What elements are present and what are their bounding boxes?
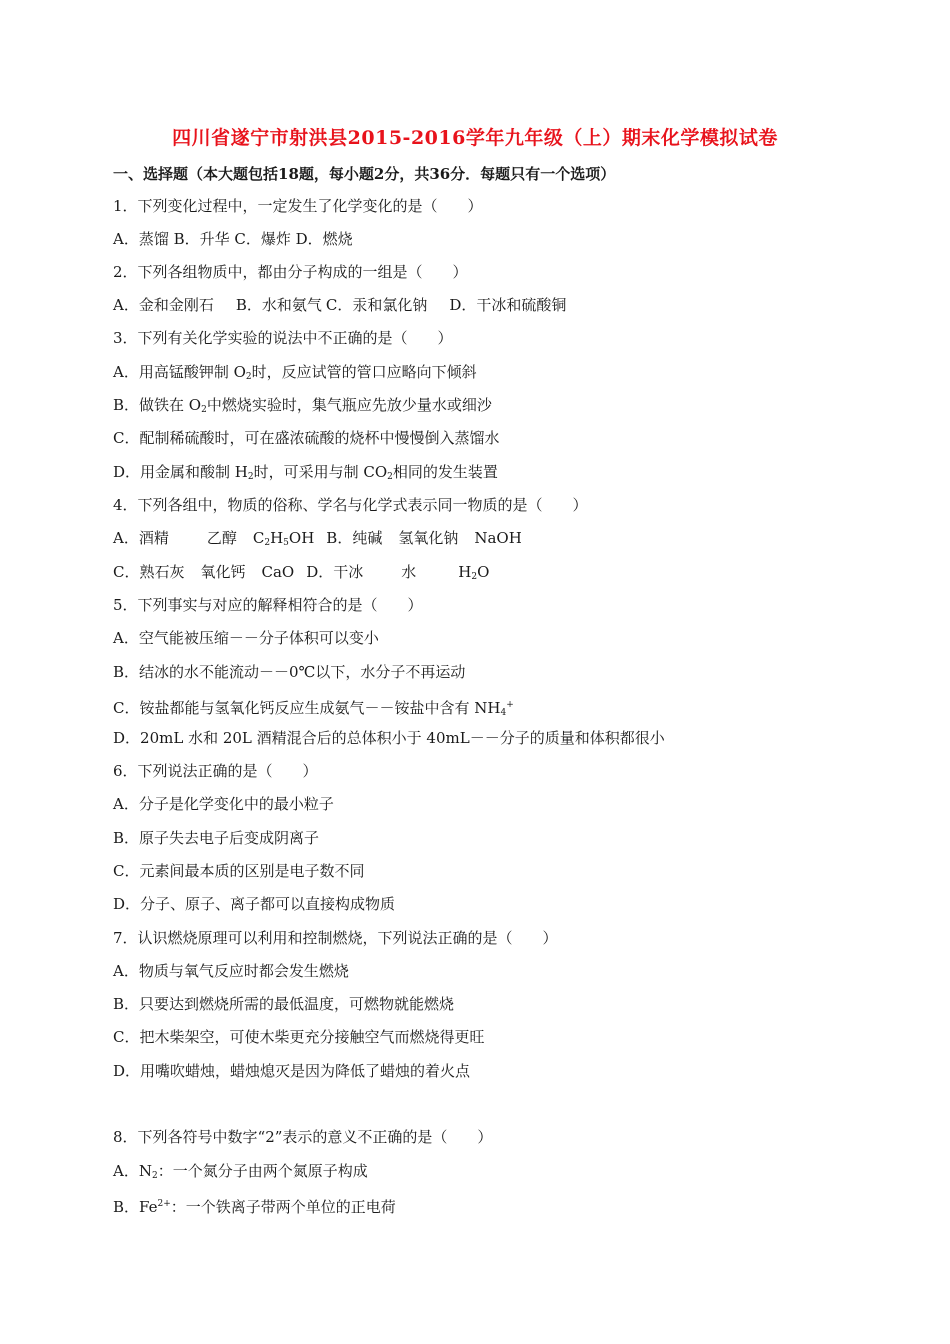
- superscript: 2+: [157, 1199, 171, 1209]
- option-d-label: D．干冰: [306, 563, 364, 581]
- subscript: 5: [283, 538, 289, 548]
- subscript: 2: [264, 538, 271, 548]
- formula: C: [252, 529, 265, 547]
- option-b-text-rest: ：一个铁离子带两个单位的正电荷: [170, 1198, 396, 1216]
- formula: NaOH: [474, 529, 522, 547]
- formula: O: [477, 563, 490, 581]
- option-b-text: B．做铁在 O: [113, 396, 202, 414]
- option-d-text-rest: 相同的发生装置: [392, 463, 498, 481]
- option-a-text-rest: ：一个氮分子由两个氮原子构成: [157, 1162, 368, 1180]
- question-6-option-b: B．原子失去电子后变成阴离子: [113, 829, 320, 847]
- subscript: 4: [500, 708, 507, 718]
- option-b-label: B．纯碱: [326, 529, 383, 547]
- option-c: C．汞和氯化钠: [325, 296, 428, 314]
- subscript: 2: [151, 1171, 158, 1181]
- question-5-stem: 5．下列事实与对应的解释相符合的是（ ）: [113, 596, 423, 614]
- option-c-text: C．铵盐都能与氢氧化钙反应生成氨气－－铵盐中含有 NH: [113, 699, 501, 717]
- option-a-text: A．用高锰酸钾制 O: [113, 363, 246, 381]
- option-d: D．干冰和硫酸铜: [449, 296, 567, 314]
- subscript: 2: [245, 372, 252, 382]
- option-a: A．金和金刚石: [113, 296, 214, 314]
- formula: H: [458, 563, 472, 581]
- question-5-option-c: [113, 695, 514, 723]
- option-a-text-rest: 时，反应试管的管口应略向下倾斜: [251, 363, 477, 381]
- question-1-options: A．蒸馏 B．升华 C．爆炸 D．燃烧: [113, 230, 353, 248]
- question-7-option-a: A．物质与氧气反应时都会发生燃烧: [113, 962, 349, 980]
- question-5-option-b: B．结冰的水不能流动－－0℃以下，水分子不再运动: [113, 663, 466, 681]
- question-7-option-b: B．只要达到燃烧所需的最低温度，可燃物就能燃烧: [113, 995, 455, 1013]
- question-3-option-d: [113, 462, 498, 487]
- question-7-option-c: C．把木柴架空，可使木柴更充分接触空气而燃烧得更旺: [113, 1028, 485, 1046]
- question-3-option-b: [113, 395, 492, 420]
- subscript: 2: [387, 472, 393, 482]
- option-b-text-rest: 中燃烧实验时，集气瓶应先放少量水或细沙: [206, 396, 492, 414]
- question-2-options: [113, 295, 566, 315]
- question-3-option-c: C．配制稀硫酸时，可在盛浓硫酸的烧杯中慢慢倒入蒸馏水: [113, 429, 500, 447]
- formula: OH: [288, 529, 315, 547]
- superscript: +: [506, 700, 514, 710]
- question-8-option-b: [113, 1194, 396, 1217]
- option-c-name: 氧化钙: [200, 563, 246, 581]
- question-7-option-d: D．用嘴吹蜡烛，蜡烛熄灭是因为降低了蜡烛的着火点: [113, 1062, 471, 1080]
- question-1-stem: 1．下列变化过程中，一定发生了化学变化的是（ ）: [113, 197, 483, 215]
- subscript: 2: [247, 472, 254, 482]
- subscript: 2: [201, 405, 207, 415]
- option-c-label: C．熟石灰: [113, 563, 185, 581]
- question-4-options-ab: [113, 528, 522, 553]
- option-a-text: A．N: [113, 1162, 152, 1180]
- question-6-option-d: D．分子、原子、离子都可以直接构成物质: [113, 895, 396, 913]
- exam-title: 四川省遂宁市射洪县2015-2016学年九年级（上）期末化学模拟试卷: [172, 127, 778, 149]
- question-8-stem: 8．下列各符号中数字“2”表示的意义不正确的是（ ）: [113, 1128, 493, 1146]
- option-d-text-mid: 时，可采用与制 CO: [253, 463, 388, 481]
- formula: CaO: [261, 563, 295, 581]
- question-4-options-cd: [113, 562, 489, 587]
- question-5-option-d: D．20mL 水和 20L 酒精混合后的总体积小于 40mL－－分子的质量和体积都很小: [113, 729, 665, 747]
- question-2-stem: 2．下列各组物质中，都由分子构成的一组是（ ）: [113, 263, 468, 281]
- question-3-stem: 3．下列有关化学实验的说法中不正确的是（ ）: [113, 329, 453, 347]
- question-6-option-c: C．元素间最本质的区别是电子数不同: [113, 862, 365, 880]
- option-b-name: 氢氧化钠: [398, 529, 459, 547]
- subscript: 2: [471, 572, 478, 582]
- question-8-option-a: [113, 1161, 368, 1186]
- question-3-option-a: [113, 362, 477, 387]
- question-6-option-a: A．分子是化学变化中的最小粒子: [113, 795, 334, 813]
- option-b: B．水和氨气: [235, 296, 322, 314]
- formula: H: [270, 529, 284, 547]
- option-b-text: B．Fe: [113, 1198, 158, 1216]
- question-5-option-a: A．空气能被压缩－－分子体积可以变小: [113, 629, 379, 647]
- option-d-text: D．用金属和酸制 H: [113, 463, 248, 481]
- question-7-stem: 7．认识燃烧原理可以利用和控制燃烧，下列说法正确的是（ ）: [113, 929, 558, 947]
- question-4-stem: 4．下列各组中，物质的俗称、学名与化学式表示同一物质的是（ ）: [113, 496, 588, 514]
- option-a-name: 乙醇: [206, 529, 237, 547]
- option-d-name: 水: [401, 563, 417, 581]
- question-6-stem: 6．下列说法正确的是（ ）: [113, 762, 318, 780]
- section-heading: 一、选择题（本大题包括18题，每小题2分，共36分．每题只有一个选项）: [113, 165, 616, 183]
- option-a-label: A．酒精: [113, 529, 169, 547]
